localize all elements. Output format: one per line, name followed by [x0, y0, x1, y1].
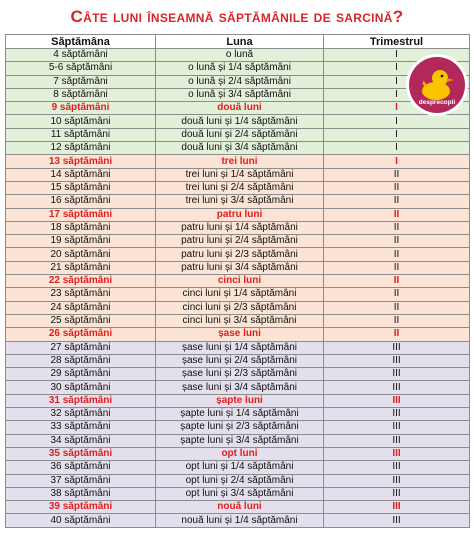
table-row: [6, 155, 470, 168]
week-cell: 36 săptămâni: [6, 461, 156, 474]
table-wrapper: [0, 34, 474, 528]
table-row: [6, 168, 470, 181]
month-cell: opt luni și 2/4 săptămâni: [156, 474, 324, 487]
trimester-cell: II: [324, 328, 470, 341]
week-cell: 11 săptămâni: [6, 128, 156, 141]
week-cell: 7 săptămâni: [6, 75, 156, 88]
week-cell: 19 săptămâni: [6, 235, 156, 248]
table-row: [6, 487, 470, 500]
table-row: [6, 461, 470, 474]
week-cell: 25 săptămâni: [6, 314, 156, 327]
month-cell: trei luni și 3/4 săptămâni: [156, 195, 324, 208]
month-cell: cinci luni și 2/3 săptămâni: [156, 301, 324, 314]
week-cell: 15 săptămâni: [6, 181, 156, 194]
trimester-cell: II: [324, 195, 470, 208]
month-cell: nouă luni: [156, 501, 324, 514]
week-cell: 28 săptămâni: [6, 354, 156, 367]
month-cell: șapte luni și 3/4 săptămâni: [156, 434, 324, 447]
month-cell: șapte luni și 1/4 săptămâni: [156, 408, 324, 421]
week-cell: 24 săptămâni: [6, 301, 156, 314]
table-row: [6, 62, 470, 75]
trimester-cell: III: [324, 421, 470, 434]
logo-label: desprecopii: [418, 99, 456, 106]
week-cell: 39 săptămâni: [6, 501, 156, 514]
table-row: [6, 221, 470, 234]
table-row: [6, 288, 470, 301]
trimester-cell: I: [324, 115, 470, 128]
trimester-cell: II: [324, 288, 470, 301]
page-title: Câte luni înseamnă săptămânile de sarcină?: [70, 7, 404, 26]
week-cell: 38 săptămâni: [6, 487, 156, 500]
table-row: [6, 195, 470, 208]
trimester-cell: III: [324, 354, 470, 367]
trimester-cell: III: [324, 474, 470, 487]
month-cell: patru luni și 2/3 săptămâni: [156, 248, 324, 261]
week-cell: 40 săptămâni: [6, 514, 156, 527]
trimester-cell: I: [324, 88, 470, 101]
table-row: [6, 235, 470, 248]
week-cell: 21 săptămâni: [6, 261, 156, 274]
trimester-cell: II: [324, 301, 470, 314]
week-cell: 22 săptămâni: [6, 275, 156, 288]
week-cell: 16 săptămâni: [6, 195, 156, 208]
month-cell: o lună și 1/4 săptămâni: [156, 62, 324, 75]
table-row: [6, 49, 470, 62]
week-cell: 5-6 săptămâni: [6, 62, 156, 75]
week-cell: 20 săptămâni: [6, 248, 156, 261]
month-cell: șase luni și 3/4 săptămâni: [156, 381, 324, 394]
trimester-cell: III: [324, 461, 470, 474]
table-row: [6, 88, 470, 101]
month-cell: două luni și 3/4 săptămâni: [156, 142, 324, 155]
trimester-cell: I: [324, 49, 470, 62]
week-cell: 10 săptămâni: [6, 115, 156, 128]
table-row: [6, 421, 470, 434]
table-row: [6, 275, 470, 288]
trimester-cell: II: [324, 168, 470, 181]
table-row: [6, 447, 470, 460]
table-row: [6, 75, 470, 88]
trimester-cell: III: [324, 381, 470, 394]
trimester-cell: II: [324, 181, 470, 194]
table-row: [6, 501, 470, 514]
trimester-cell: III: [324, 394, 470, 407]
pregnancy-table: [5, 34, 470, 528]
week-cell: 34 săptămâni: [6, 434, 156, 447]
trimester-cell: I: [324, 128, 470, 141]
month-cell: patru luni și 3/4 săptămâni: [156, 261, 324, 274]
table-row: [6, 181, 470, 194]
column-header-trimester: Trimestrul: [324, 35, 470, 49]
table-row: [6, 248, 470, 261]
month-cell: patru luni și 1/4 săptămâni: [156, 221, 324, 234]
table-row: [6, 434, 470, 447]
month-cell: trei luni: [156, 155, 324, 168]
trimester-cell: III: [324, 341, 470, 354]
week-cell: 35 săptămâni: [6, 447, 156, 460]
trimester-cell: I: [324, 62, 470, 75]
table-row: [6, 368, 470, 381]
month-cell: opt luni: [156, 447, 324, 460]
week-cell: 23 săptămâni: [6, 288, 156, 301]
week-cell: 9 săptămâni: [6, 102, 156, 115]
desprecopii-logo: [406, 54, 468, 116]
week-cell: 13 săptămâni: [6, 155, 156, 168]
week-cell: 4 săptămâni: [6, 49, 156, 62]
month-cell: opt luni și 3/4 săptămâni: [156, 487, 324, 500]
trimester-cell: I: [324, 102, 470, 115]
week-cell: 14 săptămâni: [6, 168, 156, 181]
trimester-cell: III: [324, 501, 470, 514]
trimester-cell: II: [324, 208, 470, 221]
month-cell: două luni și 1/4 săptămâni: [156, 115, 324, 128]
table-row: [6, 394, 470, 407]
trimester-cell: III: [324, 408, 470, 421]
trimester-cell: II: [324, 248, 470, 261]
month-cell: șapte luni și 2/3 săptămâni: [156, 421, 324, 434]
table-header-row: [6, 35, 470, 49]
month-cell: nouă luni și 1/4 săptămâni: [156, 514, 324, 527]
month-cell: o lună și 2/4 săptămâni: [156, 75, 324, 88]
month-cell: trei luni și 1/4 săptămâni: [156, 168, 324, 181]
table-row: [6, 408, 470, 421]
month-cell: două luni și 2/4 săptămâni: [156, 128, 324, 141]
month-cell: o lună și 3/4 săptămâni: [156, 88, 324, 101]
week-cell: 29 săptămâni: [6, 368, 156, 381]
trimester-cell: II: [324, 261, 470, 274]
month-cell: șase luni și 1/4 săptămâni: [156, 341, 324, 354]
table-row: [6, 328, 470, 341]
trimester-cell: I: [324, 155, 470, 168]
month-cell: șapte luni: [156, 394, 324, 407]
week-cell: 33 săptămâni: [6, 421, 156, 434]
month-cell: opt luni și 1/4 săptămâni: [156, 461, 324, 474]
trimester-cell: II: [324, 235, 470, 248]
week-cell: 32 săptămâni: [6, 408, 156, 421]
month-cell: șase luni și 2/3 săptămâni: [156, 368, 324, 381]
month-cell: patru luni și 2/4 săptămâni: [156, 235, 324, 248]
table-row: [6, 102, 470, 115]
table-row: [6, 261, 470, 274]
table-row: [6, 474, 470, 487]
trimester-cell: III: [324, 434, 470, 447]
trimester-cell: II: [324, 314, 470, 327]
table-row: [6, 208, 470, 221]
table-row: [6, 341, 470, 354]
week-cell: 37 săptămâni: [6, 474, 156, 487]
week-cell: 26 săptămâni: [6, 328, 156, 341]
month-cell: șase luni și 2/4 săptămâni: [156, 354, 324, 367]
month-cell: trei luni și 2/4 săptămâni: [156, 181, 324, 194]
week-cell: 8 săptămâni: [6, 88, 156, 101]
week-cell: 12 săptămâni: [6, 142, 156, 155]
column-header-week: Săptămâna: [6, 35, 156, 49]
week-cell: 27 săptămâni: [6, 341, 156, 354]
trimester-cell: III: [324, 368, 470, 381]
month-cell: șase luni: [156, 328, 324, 341]
table-row: [6, 514, 470, 527]
month-cell: două luni: [156, 102, 324, 115]
trimester-cell: II: [324, 275, 470, 288]
column-header-month: Luna: [156, 35, 324, 49]
week-cell: 31 săptămâni: [6, 394, 156, 407]
table-row: [6, 354, 470, 367]
table-row: [6, 301, 470, 314]
table-row: [6, 115, 470, 128]
trimester-cell: III: [324, 514, 470, 527]
week-cell: 30 săptămâni: [6, 381, 156, 394]
month-cell: patru luni: [156, 208, 324, 221]
trimester-cell: I: [324, 142, 470, 155]
table-row: [6, 128, 470, 141]
month-cell: cinci luni și 1/4 săptămâni: [156, 288, 324, 301]
month-cell: cinci luni: [156, 275, 324, 288]
trimester-cell: II: [324, 221, 470, 234]
week-cell: 17 săptămâni: [6, 208, 156, 221]
trimester-cell: III: [324, 487, 470, 500]
table-row: [6, 381, 470, 394]
table-row: [6, 314, 470, 327]
trimester-cell: III: [324, 447, 470, 460]
trimester-cell: I: [324, 75, 470, 88]
week-cell: 18 săptămâni: [6, 221, 156, 234]
month-cell: cinci luni și 3/4 săptămâni: [156, 314, 324, 327]
table-body: [6, 49, 470, 528]
table-row: [6, 142, 470, 155]
month-cell: o lună: [156, 49, 324, 62]
